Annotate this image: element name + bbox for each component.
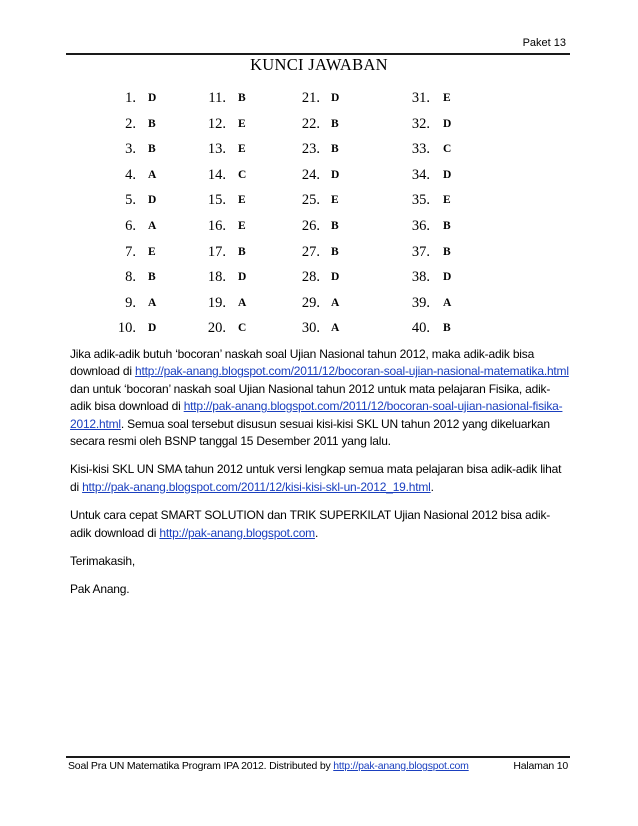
question-number: 26. xyxy=(301,217,320,234)
answer-letter: E xyxy=(148,245,156,258)
answer-letter: E xyxy=(331,194,339,207)
answer-row xyxy=(0,90,638,116)
answer-letter: E xyxy=(443,92,451,104)
answer-row xyxy=(0,244,638,270)
paragraph-text: Untuk cara cepat SMART SOLUTION dan TRIK SUPERKILAT Ujian Nasional 2012 bisa adik-adik download di xyxy=(70,508,551,540)
page-header-paket: Paket 13 xyxy=(522,37,566,49)
answer-row xyxy=(0,320,638,346)
question-number: 29. xyxy=(301,294,320,311)
answer-letter: E xyxy=(238,194,246,207)
answer-letter: D xyxy=(148,322,157,335)
answer-letter: A xyxy=(148,219,157,232)
answer-row xyxy=(0,192,638,218)
answer-letter: D xyxy=(331,168,340,181)
question-number: 19. xyxy=(207,294,226,311)
question-number: 40. xyxy=(411,320,430,337)
answer-letter: D xyxy=(238,271,247,284)
question-number: 32. xyxy=(411,115,430,132)
page-footer xyxy=(68,760,568,772)
answer-letter: D xyxy=(148,92,157,104)
answer-letter: B xyxy=(238,92,246,104)
question-number: 28. xyxy=(301,269,320,286)
answer-letter: D xyxy=(443,168,452,181)
footer-divider xyxy=(66,756,570,758)
answer-letter: A xyxy=(148,296,157,309)
paragraph-text: Kisi-kisi SKL UN SMA tahun 2012 untuk versi lengkap semua mata pelajaran bisa adik-adik lihat di xyxy=(70,462,562,494)
question-number: 11. xyxy=(208,90,226,106)
answer-letter: C xyxy=(443,143,452,156)
body-text xyxy=(70,346,570,610)
footer-text: Soal Pra UN Matematika Program IPA 2012. Distributed by xyxy=(68,760,334,772)
answer-letter: A xyxy=(238,296,247,309)
question-number: 25. xyxy=(301,192,320,209)
paragraph-kisi-kisi xyxy=(70,461,570,496)
question-number: 3. xyxy=(125,141,136,158)
question-number: 23. xyxy=(301,141,320,158)
answer-letter: B xyxy=(148,117,156,130)
answer-letter: D xyxy=(443,271,452,284)
page-number: Halaman 10 xyxy=(513,760,568,772)
answer-letter: A xyxy=(443,296,452,309)
question-number: 24. xyxy=(301,166,320,183)
question-number: 39. xyxy=(411,294,430,311)
answer-letter: A xyxy=(148,168,157,181)
answer-letter: B xyxy=(443,219,451,232)
paragraph-text: . xyxy=(314,525,319,540)
answer-letter: D xyxy=(443,117,452,130)
answer-letter: E xyxy=(443,194,451,207)
answer-key-grid xyxy=(0,90,638,346)
answer-letter: D xyxy=(331,92,340,104)
question-number: 38. xyxy=(411,269,430,286)
answer-row xyxy=(0,141,638,167)
question-number: 37. xyxy=(411,243,430,260)
question-number: 14. xyxy=(207,166,226,183)
answer-letter: B xyxy=(443,322,451,335)
answer-letter: B xyxy=(148,271,156,284)
answer-letter: E xyxy=(238,219,246,232)
footer-link[interactable]: http://pak-anang.blogspot.com xyxy=(333,760,469,772)
question-number: 36. xyxy=(411,217,430,234)
link-blog-home[interactable]: http://pak-anang.blogspot.com xyxy=(159,525,315,540)
question-number: 33. xyxy=(411,141,430,158)
question-number: 16. xyxy=(207,217,226,234)
question-number: 35. xyxy=(411,192,430,209)
question-number: 20. xyxy=(207,320,226,337)
answer-letter: B xyxy=(443,245,451,258)
answer-row xyxy=(0,295,638,321)
question-number: 21. xyxy=(301,90,320,106)
question-number: 5. xyxy=(125,192,136,209)
answer-letter: D xyxy=(331,271,340,284)
answer-letter: B xyxy=(331,245,339,258)
signature-text: Pak Anang. xyxy=(70,582,130,597)
question-number: 8. xyxy=(125,269,136,286)
paragraph-text: dan untuk ‘bocoran’ naskah soal Ujian Nasional tahun 2012 untuk mata pelajaran Fisika, adik-adik bisa download di xyxy=(70,381,551,414)
closing-text: Terimakasih, xyxy=(70,554,135,569)
question-number: 31. xyxy=(411,90,430,106)
question-number: 34. xyxy=(411,166,430,183)
question-number: 9. xyxy=(125,294,136,311)
answer-letter: C xyxy=(238,322,247,335)
answer-letter: B xyxy=(331,219,339,232)
paragraph-text: . Semua soal tersebut disusun sesuai kisi-kisi SKL UN tahun 2012 yang dikeluarkan secara resmi oleh BSNP tanggal 15 Desember 2011 yang lalu. xyxy=(70,416,550,449)
link-bocoran-fisika[interactable]: http://pak-anang.blogspot.com/2011/12/bocoran-soal-ujian-nasional-fisika-2012.html xyxy=(70,399,563,431)
question-number: 2. xyxy=(125,115,136,132)
question-number: 13. xyxy=(207,141,226,158)
paragraph-text: . xyxy=(430,479,434,494)
question-number: 12. xyxy=(207,115,226,132)
question-number: 4. xyxy=(125,166,136,183)
question-number: 22. xyxy=(301,115,320,132)
question-number: 7. xyxy=(125,243,136,260)
answer-letter: E xyxy=(238,117,246,130)
question-number: 18. xyxy=(207,269,226,286)
answer-row xyxy=(0,269,638,295)
link-bocoran-matematika[interactable]: http://pak-anang.blogspot.com/2011/12/bocoran-soal-ujian-nasional-matematika.html xyxy=(134,364,569,379)
question-number: 6. xyxy=(125,217,136,234)
question-number: 27. xyxy=(301,243,320,260)
paragraph-text: Jika adik-adik butuh ‘bocoran’ naskah soal Ujian Nasional tahun 2012, maka adik-adik bisa download di xyxy=(70,347,535,379)
answer-letter: A xyxy=(331,296,340,309)
answer-letter: B xyxy=(148,143,156,156)
answer-letter: B xyxy=(331,117,339,130)
link-kisi-kisi[interactable]: http://pak-anang.blogspot.com/2011/12/kisi-kisi-skl-un-2012_19.html xyxy=(82,479,431,494)
paragraph-bocoran xyxy=(70,346,570,450)
page-title: KUNCI JAWABAN xyxy=(250,55,388,74)
paragraph-smart-solution xyxy=(70,507,570,542)
question-number: 15. xyxy=(207,192,226,209)
question-number: 1. xyxy=(125,90,136,106)
answer-letter: E xyxy=(238,143,246,156)
answer-letter: B xyxy=(331,143,339,156)
answer-letter: B xyxy=(238,245,246,258)
answer-letter: D xyxy=(148,194,157,207)
question-number: 10. xyxy=(117,320,136,337)
answer-row xyxy=(0,116,638,142)
answer-letter: A xyxy=(331,322,340,335)
question-number: 30. xyxy=(301,320,320,337)
answer-row xyxy=(0,218,638,244)
answer-letter: C xyxy=(238,168,247,181)
question-number: 17. xyxy=(207,243,226,260)
answer-row xyxy=(0,167,638,193)
